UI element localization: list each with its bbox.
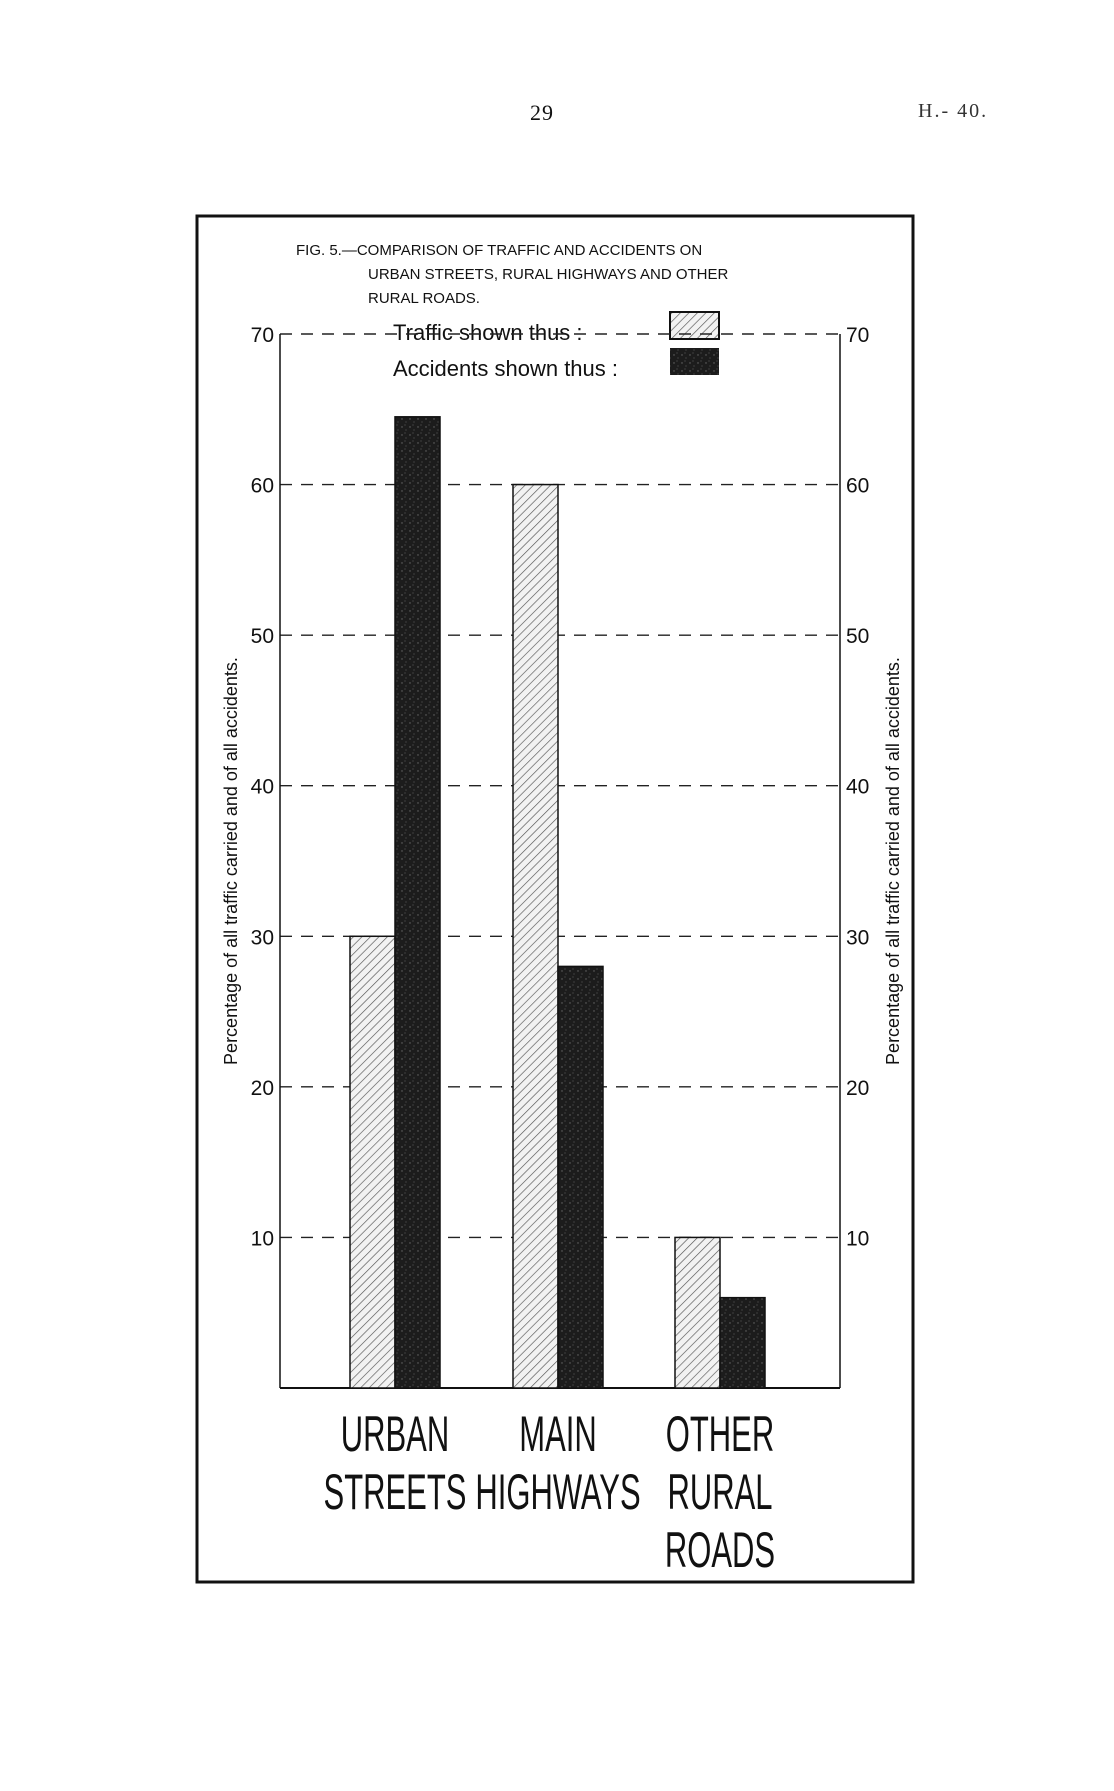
traffic-bar-2 xyxy=(513,485,558,1388)
y-tick-label-left: 30 xyxy=(250,926,274,950)
chart-title-line-1: FIG. 5.—COMPARISON OF TRAFFIC AND ACCIDENTS ON xyxy=(296,242,703,259)
category-label: STREETS xyxy=(323,1463,467,1520)
accidents-bar-3 xyxy=(720,1298,765,1388)
y-tick-label-left: 20 xyxy=(250,1076,274,1100)
y-tick-label-right: 40 xyxy=(846,775,870,799)
category-label: HIGHWAYS xyxy=(475,1463,641,1520)
chart-title-line-2: URBAN STREETS, RURAL HIGHWAYS AND OTHER xyxy=(368,266,729,283)
legend-accidents-label: Accidents shown thus : xyxy=(393,356,619,381)
y-tick-label-right: 60 xyxy=(846,474,870,498)
page-number: 29 xyxy=(530,100,554,125)
legend-traffic-swatch xyxy=(670,312,719,339)
y-axis-label-right: Percentage of all traffic carried and of all accidents. xyxy=(883,657,903,1065)
accidents-bar-1 xyxy=(395,417,440,1388)
document-reference: H.- 40. xyxy=(918,100,989,122)
y-axis-label-left: Percentage of all traffic carried and of all accidents. xyxy=(221,657,241,1065)
legend-traffic-label: Traffic shown thus : xyxy=(393,320,583,345)
traffic-bar-1 xyxy=(350,936,395,1388)
category-label: URBAN xyxy=(340,1405,450,1462)
y-tick-label-left: 50 xyxy=(250,625,274,649)
y-tick-label-right: 30 xyxy=(846,926,870,950)
y-tick-label-right: 20 xyxy=(846,1076,870,1100)
y-tick-label-right: 50 xyxy=(846,625,870,649)
category-label: MAIN xyxy=(519,1405,597,1462)
traffic-bar-3 xyxy=(675,1237,720,1388)
y-tick-label-left: 10 xyxy=(250,1227,274,1251)
legend-accidents-swatch xyxy=(670,348,719,375)
y-tick-label-left: 70 xyxy=(250,324,274,347)
category-label: OTHER xyxy=(665,1405,775,1462)
category-label: RURAL xyxy=(667,1463,773,1520)
y-tick-label-left: 40 xyxy=(250,775,274,799)
y-tick-label-right: 10 xyxy=(846,1227,870,1251)
chart-title-line-3: RURAL ROADS. xyxy=(368,290,480,307)
accidents-bar-2 xyxy=(558,966,603,1388)
y-tick-label-right: 70 xyxy=(846,324,870,347)
y-tick-label-left: 60 xyxy=(250,474,274,498)
category-label: ROADS xyxy=(664,1521,776,1578)
